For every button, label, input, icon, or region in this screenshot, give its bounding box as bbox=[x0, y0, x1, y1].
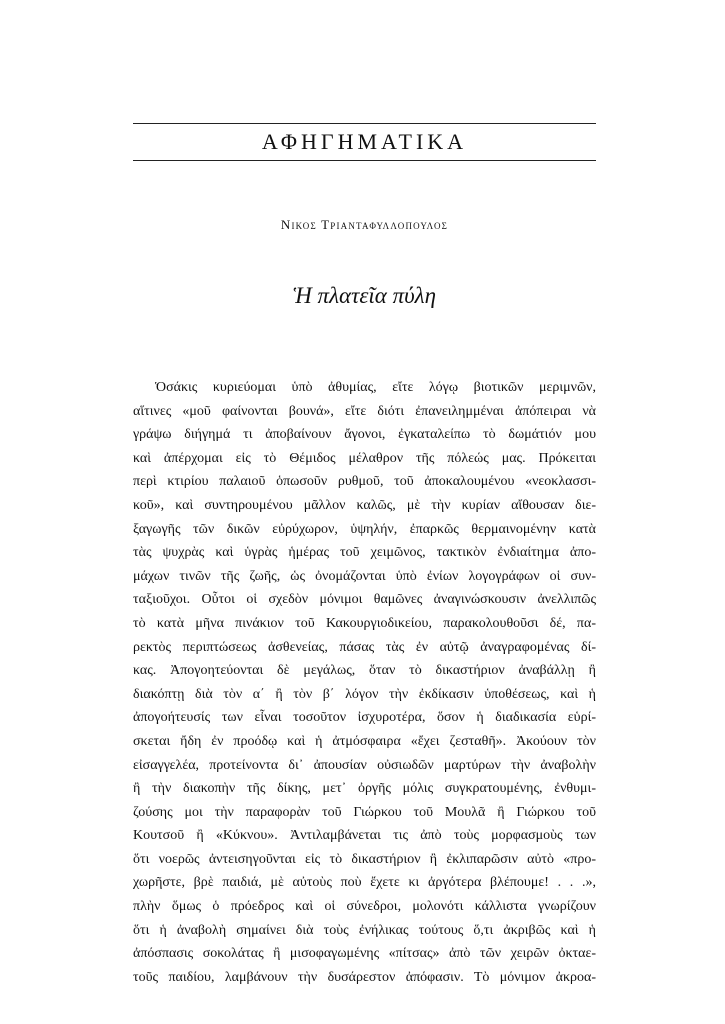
text-line: ξαγωγῆς τῶν δικῶν εὐρύχωρον, ὑψηλήν, ἐπαρκῶς θερμαινομένην κατὰ bbox=[133, 521, 596, 537]
text-line: αἵτινες «μοῦ φαίνονται βουνά», εἴτε διότι ἐπανειλημμέναι ἀπόπειραι νὰ bbox=[133, 403, 596, 419]
top-rule bbox=[133, 123, 596, 124]
text-line: τοῦς παιδίου, λαμβάνουν τὴν δυσάρεστον ἀπόφασιν. Τὸ μόνιμον ἀκροα- bbox=[133, 969, 596, 985]
text-line: διακόπτῃ διὰ τὸν α΄ ἢ τὸν β΄ λόγον τὴν ἐκδίκασιν ὑποθέσεως, καὶ ἡ bbox=[133, 686, 596, 702]
text-line: κας. Ἀπογοητεύονται δὲ μεγάλως, ὅταν τὸ δικαστήριον ἀναβάλλῃ ἢ bbox=[133, 663, 596, 679]
text-line: χωρῆστε, βρὲ παιδιά, μὲ αὐτοὺς ποὺ ἔχετε κι ἀργότερα βλέπουμε! . . .», bbox=[133, 875, 596, 891]
text-line: ζούσης μοι τὴν παραφορὰν τοῦ Γιώρκου τοῦ Μουλᾶ ἢ Γιώρκου τοῦ bbox=[133, 804, 596, 820]
text-line: ὅτι νοερῶς ἀντεισηγοῦνται εἰς τὸ δικαστήριον ἢ ἐκλιπαρῶσιν αὐτὸ «προ- bbox=[133, 851, 596, 867]
text-line: περὶ κτιρίου παλαιοῦ ὁπωσοῦν ρυθμοῦ, τοῦ ἀποκαλουμένου «νεοκλασσι- bbox=[133, 474, 596, 490]
text-line: σκεται ἤδη ἐν προόδῳ καὶ ἡ ἀτμόσφαιρα «ἔχει ζεσταθῆ». Ἀκούουν τὸν bbox=[133, 733, 596, 749]
text-line: εἰσαγγελέα, προτείνοντα δι᾽ ἀπουσίαν οὐσιωδῶν μαρτύρων τὴν ἀναβολὴν bbox=[133, 757, 596, 773]
text-line: μάχων τινῶν τῆς ζωῆς, ὡς ὀνομάζονται ὑπὸ ἐνίων λογογράφων οἱ συν- bbox=[133, 568, 596, 584]
text-line: τὸ κατὰ μῆνα πινάκιον τοῦ Κακουργιοδικείου, παρακολουθοῦσι δέ, πα- bbox=[133, 615, 596, 631]
bottom-rule bbox=[133, 160, 596, 161]
text-line: γράψω διήγημά τι ἀποβαίνουν ἄγονοι, ἐγκαταλείπω τὸ δωμάτιόν μου bbox=[133, 427, 596, 443]
text-line: πλὴν ὅμως ὁ πρόεδρος καὶ οἱ σύνεδροι, μολονότι κάλλιστα γνωρίζουν bbox=[133, 899, 596, 915]
text-line: ἀπογοήτευσίς των εἶναι τοσοῦτον ἰσχυροτέρα, ὅσον ἡ διαδικασία εὑρί- bbox=[133, 710, 596, 726]
story-title: Ἡ πλατεῖα πύλη bbox=[292, 283, 437, 308]
text-line: ἢ τὴν διακοπὴν τῆς δίκης, μετ᾽ ὀργῆς μόλις συγκρατουμένης, ἐνθυμι- bbox=[133, 781, 596, 797]
text-line: ταξιοῦχοι. Οὗτοι οἱ σχεδὸν μόνιμοι θαμῶνες ἀναγινώσκουσιν ἀνελλιπῶς bbox=[133, 592, 596, 608]
text-line: Ὁσάκις κυριεύομαι ὑπὸ ἀθυμίας, εἴτε λόγῳ βιοτικῶν μεριμνῶν, bbox=[155, 380, 596, 395]
text-line: ἀπόσπασις σοκολάτας ἢ μισοφαγωμένης «πίτσας» ἀπὸ τῶν χειρῶν ὀκταε- bbox=[133, 946, 596, 962]
body-text bbox=[133, 376, 596, 989]
text-line: ὅτι ἡ ἀναβολὴ σημαίνει διὰ τοὺς ἐνήλικας τούτους ὅ,τι ἀκριβῶς καὶ ἡ bbox=[133, 922, 596, 938]
text-line: ρεκτὸς περιπτώσεως ἀσθενείας, πάσας τὰς ἐν αὐτῷ ἀναγραφομένας δί- bbox=[133, 639, 596, 655]
text-line: κοῦ», καὶ συντηρουμένου μᾶλλον καλῶς, μὲ τὴν κυρίαν αἴθουσαν διε- bbox=[133, 497, 596, 513]
text-line: καὶ ἀπέρχομαι εἰς τὸ Θέμιδος μέλαθρον τῆς πόλεώς μας. Πρόκειται bbox=[133, 450, 596, 466]
text-line: Κουτσοῦ ἢ «Κύκνου». Ἀντιλαμβάνεται τις ἀπὸ τοὺς μορφασμοὺς των bbox=[133, 828, 596, 844]
author-name: Νικος Τριανταφυλλοπουλος bbox=[280, 217, 449, 232]
text-line: τὰς ψυχρὰς καὶ ὑγρὰς ἡμέρας τοῦ χειμῶνος, τακτικὸν ἐνδιαίτημα ἀπο- bbox=[133, 545, 596, 561]
section-title: ΑΦΗΓΗΜΑΤΙΚΑ bbox=[261, 129, 468, 154]
